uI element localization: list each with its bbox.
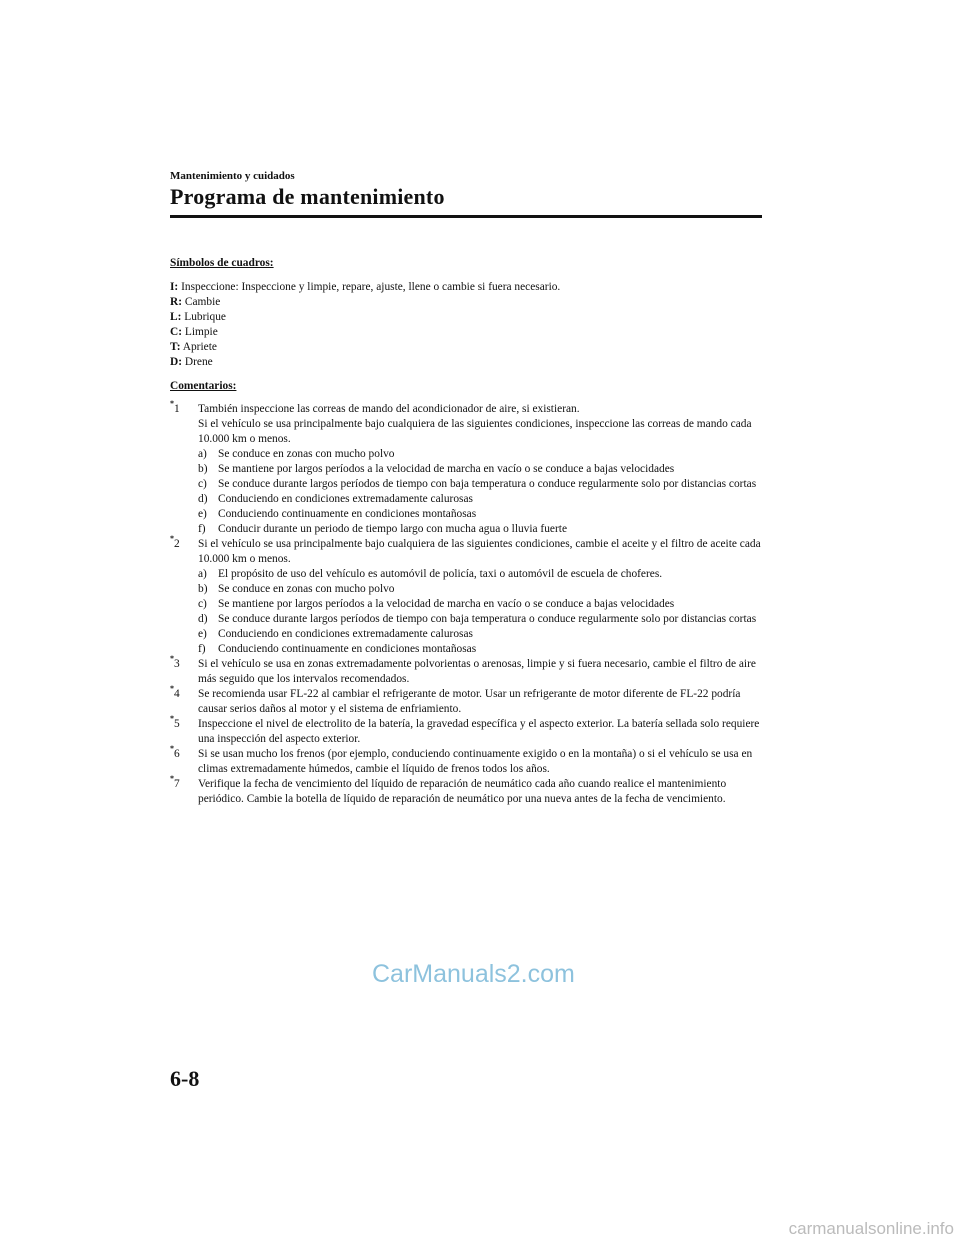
- comment-note: [170, 534, 762, 657]
- note-line: Si el vehículo se usa principalmente bajo cualquiera de las siguientes condiciones, cambie el aceite y el filtro de aceite cada 10.000 km o menos.: [198, 538, 761, 565]
- note-number: 5: [174, 718, 180, 730]
- note-asterisk: *: [170, 744, 174, 754]
- subitem-text: El propósito de uso del vehículo es automóvil de policía, taxi o automóvil de escuela de choferes.: [218, 568, 663, 580]
- note-body: [198, 777, 762, 807]
- note-asterisk: *: [170, 774, 174, 784]
- note-subitem: [198, 612, 762, 627]
- subitem-letter: d): [198, 613, 208, 625]
- comment-note: [170, 399, 762, 537]
- subitem-text: Conduciendo continuamente en condiciones montañosas: [218, 643, 477, 655]
- watermark-logo: CarManuals2.com: [372, 960, 575, 988]
- note-line: También inspeccione las correas de mando del acondicionador de aire, si existieran.: [198, 403, 580, 415]
- symbol-text: Apriete: [180, 341, 217, 353]
- subitem-letter: a): [198, 448, 207, 460]
- note-body: [198, 687, 762, 717]
- note-subitem: [198, 477, 762, 492]
- page-title: Programa de mantenimiento: [170, 184, 445, 209]
- symbol-text: Limpie: [182, 326, 218, 338]
- note-marker: [170, 714, 180, 732]
- symbols-list: [170, 280, 762, 370]
- note-number: 6: [174, 748, 180, 760]
- comment-note: [170, 744, 762, 777]
- subitem-letter: b): [198, 463, 208, 475]
- note-body: [198, 747, 762, 777]
- subitem-letter: f): [198, 523, 206, 535]
- symbol-key: I:: [170, 281, 179, 293]
- page-content: [170, 256, 762, 807]
- comment-note: [170, 684, 762, 717]
- symbol-key: C:: [170, 326, 183, 338]
- subitem-letter: c): [198, 598, 207, 610]
- symbol-key: T:: [170, 341, 181, 353]
- note-subitem: [198, 507, 762, 522]
- subitem-text: Conduciendo continuamente en condiciones montañosas: [218, 508, 477, 520]
- note-subitems: [198, 567, 762, 657]
- subitem-letter: b): [198, 583, 208, 595]
- note-subitem: [198, 492, 762, 507]
- section-label: Mantenimiento y cuidados: [170, 170, 295, 182]
- note-subitem: [198, 447, 762, 462]
- subitem-text: Se conduce durante largos períodos de tiempo con baja temperatura o conduce regularmente solo por distancias cortas: [218, 478, 757, 490]
- note-asterisk: *: [170, 534, 174, 544]
- note-subitem: [198, 597, 762, 612]
- note-line: Si el vehículo se usa en zonas extremadamente polvorientas o arenosas, limpie y si fuera necesario, cambie el filtro de aire más seguido que los intervalos recomendados.: [198, 658, 756, 685]
- note-subitem: [198, 462, 762, 477]
- note-number: 2: [174, 538, 180, 550]
- symbol-key: R:: [170, 296, 183, 308]
- subitem-text: Se conduce durante largos períodos de tiempo con baja temperatura o conduce regularmente solo por distancias cortas: [218, 613, 757, 625]
- note-number: 7: [174, 778, 180, 790]
- note-line: Inspeccione el nivel de electrolito de la batería, la gravedad específica y el aspecto exterior. La batería sellada solo requiere una inspección del aspecto exterior.: [198, 718, 760, 745]
- note-asterisk: *: [170, 684, 174, 694]
- symbol-item: [170, 355, 762, 370]
- note-marker: [170, 684, 180, 702]
- note-subitem: [198, 642, 762, 657]
- note-marker: [170, 654, 180, 672]
- comments-heading: Comentarios:: [170, 380, 237, 392]
- note-asterisk: *: [170, 654, 174, 664]
- subitem-text: Conduciendo en condiciones extremadamente calurosas: [218, 628, 473, 640]
- note-line: Se recomienda usar FL-22 al cambiar el refrigerante de motor. Usar un refrigerante de motor diferente de FL-22 podría causar serios daños al motor y el sistema de enfriamiento.: [198, 688, 741, 715]
- note-line: Si el vehículo se usa principalmente bajo cualquiera de las siguientes condiciones, inspeccione las correas de mando cada 10.000 km o menos.: [198, 418, 752, 445]
- page-number: 6-8: [170, 1066, 200, 1091]
- note-body: [198, 717, 762, 747]
- symbol-item: [170, 295, 762, 310]
- symbol-item: [170, 310, 762, 325]
- note-asterisk: *: [170, 714, 174, 724]
- note-body: [198, 657, 762, 687]
- symbol-text: Inspeccione: Inspeccione y limpie, repare, ajuste, llene o cambie si fuera necesario.: [178, 281, 561, 293]
- note-line: Si se usan mucho los frenos (por ejemplo, conduciendo continuamente exigido o en la montaña) o si el vehículo se usa en climas extremadamente húmedos, cambie el líquido de frenos todos los años.: [198, 748, 753, 775]
- note-body: [198, 402, 762, 537]
- subitem-letter: f): [198, 643, 206, 655]
- note-subitem: [198, 627, 762, 642]
- subitem-text: Se conduce en zonas con mucho polvo: [218, 583, 395, 595]
- subitem-letter: a): [198, 568, 207, 580]
- subitem-letter: d): [198, 493, 208, 505]
- subitem-text: Se mantiene por largos períodos a la velocidad de marcha en vacío o se conduce a bajas velocidades: [218, 598, 675, 610]
- note-number: 4: [174, 688, 180, 700]
- symbol-text: Cambie: [182, 296, 221, 308]
- note-number: 1: [174, 403, 180, 415]
- comment-note: [170, 774, 762, 807]
- subitem-text: Se conduce en zonas con mucho polvo: [218, 448, 395, 460]
- note-marker: [170, 399, 180, 417]
- symbol-item: [170, 325, 762, 340]
- note-subitem: [198, 582, 762, 597]
- subitem-letter: e): [198, 508, 207, 520]
- note-marker: [170, 744, 180, 762]
- note-marker: [170, 534, 180, 552]
- symbol-key: D:: [170, 356, 183, 368]
- symbol-item: [170, 280, 762, 295]
- note-subitem: [198, 567, 762, 582]
- subitem-letter: e): [198, 628, 207, 640]
- subitem-text: Se mantiene por largos períodos a la velocidad de marcha en vacío o se conduce a bajas velocidades: [218, 463, 675, 475]
- note-marker: [170, 774, 180, 792]
- subitem-text: Conduciendo en condiciones extremadamente calurosas: [218, 493, 473, 505]
- symbols-heading: Símbolos de cuadros:: [170, 257, 274, 269]
- comment-note: [170, 654, 762, 687]
- symbol-item: [170, 340, 762, 355]
- subitem-letter: c): [198, 478, 207, 490]
- symbol-key: L:: [170, 311, 182, 323]
- symbol-text: Lubrique: [181, 311, 226, 323]
- subitem-text: Conducir durante un periodo de tiempo largo con mucha agua o lluvia fuerte: [218, 523, 567, 535]
- note-subitems: [198, 447, 762, 537]
- note-number: 3: [174, 658, 180, 670]
- comment-note: [170, 714, 762, 747]
- notes-list: [170, 399, 762, 807]
- title-rule: [170, 215, 762, 218]
- note-line: Verifique la fecha de vencimiento del líquido de reparación de neumático cada año cuando realice el mantenimiento periódico. Cambie la botella de líquido de reparación de neumático por una nueva antes de la fecha de vencimiento.: [198, 778, 727, 805]
- footer-site-watermark: carmanualsonline.info: [788, 1219, 954, 1238]
- symbol-text: Drene: [182, 356, 213, 368]
- note-asterisk: *: [170, 399, 174, 409]
- note-body: [198, 537, 762, 657]
- note-subitem: [198, 522, 762, 537]
